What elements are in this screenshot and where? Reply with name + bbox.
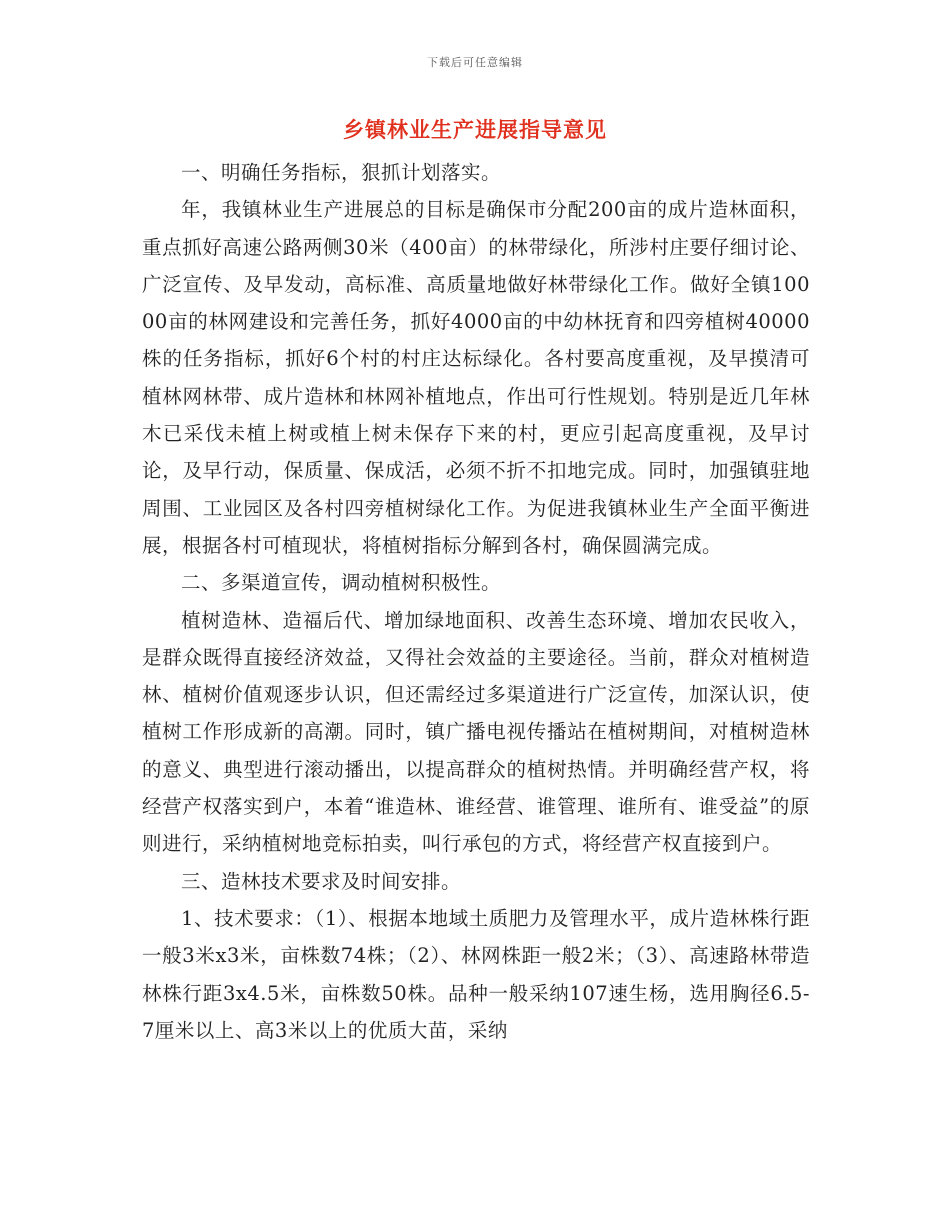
document-title: 乡镇林业生产进展指导意见 <box>343 117 607 142</box>
section-1-heading: 一、明确任务指标，狠抓计划落实。 <box>181 161 502 184</box>
document-body <box>142 154 810 1049</box>
section-3-paragraph: 1、技术要求：（1）、根据本地域土质肥力及管理水平，成片造林株行距一般3米x3米，亩株数74株；（2）、林网株距一般2米；（3）、高速路林带造林株行距3x4.5米，亩株数50株。品种一般采纳107速生杨，选用胸径6.5-7厘米以上、高3米以上的优质大苗，采纳 <box>142 906 810 1042</box>
section-3-heading: 三、造林技术要求及时间安排。 <box>181 869 462 893</box>
page-header-note: 下载后可任意编辑 <box>427 56 523 69</box>
section-1-paragraph: 年，我镇林业生产进展总的目标是确保市分配200亩的成片造林面积，重点抓好高速公路两侧30米（400亩）的林带绿化，所涉村庄要仔细讨论、广泛宣传、及早发动，高标准、高质量地做好林带绿化工作。做好全镇10000亩的林网建设和完善任务，抓好4000亩的中幼林抚育和四旁植树40000株的任务指标，抓好6个村的村庄达标绿化。各村要高度重视，及早摸清可植林网林带、成片造林和林网补植地点，作出可行性规划。特别是近几年林木已采伐未植上树或植上树未保存下来的村，更应引起高度重视，及早讨论，及早行动，保质量、保成活，必须不折不扣地完成。同时，加强镇驻地周围、工业园区及各村四旁植树绿化工作。为促进我镇林业生产全面平衡进展，根据各村可植现状，将植树指标分解到各村，确保圆满完成。 <box>142 198 810 557</box>
section-2-paragraph: 植树造林、造福后代、增加绿地面积、改善生态环境、增加农民收入，是群众既得直接经济效益，又得社会效益的主要途径。当前，群众对植树造林、植树价值观逐步认识，但还需经过多渠道进行广泛宣传，加深认识，使植树工作形成新的高潮。同时，镇广播电视传播站在植树期间，对植树造林的意义、典型进行滚动播出，以提高群众的植树热情。并明确经营产权，将经营产权落实到户，本着“谁造林、谁经营、谁管理、谁所有、谁受益”的原则进行，采纳植树地竞标拍卖，叫行承包的方式，将经营产权直接到户。 <box>142 608 810 856</box>
section-2-heading: 二、多渠道宣传，调动植树积极性。 <box>181 571 502 595</box>
